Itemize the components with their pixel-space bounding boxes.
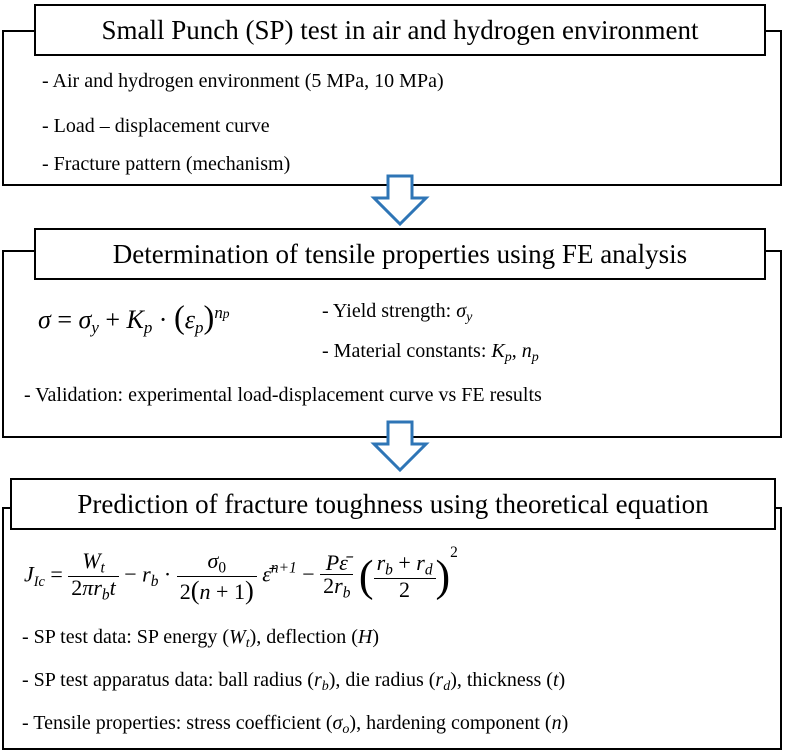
sp-test-data-text: - SP test data: SP energy (	[22, 626, 230, 648]
sp-test-title: Small Punch (SP) test in air and hydrogen environment	[34, 4, 766, 56]
yield-strength-item: - Yield strength: $\sigma_y$	[322, 300, 473, 326]
thickness-symbol: t	[552, 669, 559, 691]
hardening-law-equation: $\sigma = \sigma_y + K_p \cdot (\varepsilon_p)^{np}$	[38, 300, 230, 338]
sp-apparatus-mid: ), die radius (	[328, 669, 436, 691]
deflection-symbol: H	[357, 626, 373, 648]
hardening-symbol: n	[551, 712, 562, 734]
stress-coefficient-symbol: σ	[332, 712, 343, 734]
fracture-toughness-equation: $J_{Ic}$ = $\frac{W_t}{2\pi r_bt}$ − $r_b$ · $\frac{\sigma_0}{2(n + 1)}$ ε̄$^{n+1}$ − $\frac{P\varepsilon̄}{2r_b}$ ( $\frac{r_b + r_d}{2}$ )$^2$	[24, 544, 458, 605]
down-arrow-icon	[370, 420, 430, 474]
sp-apparatus-text: - SP test apparatus data: ball radius (	[22, 669, 314, 691]
sp-test-data-item	[22, 626, 379, 652]
die-radius-subscript: d	[443, 679, 451, 695]
stress-coefficient-subscript: o	[342, 722, 350, 738]
fe-analysis-title: Determination of tensile properties using FE analysis	[34, 228, 766, 280]
ball-radius-symbol: r	[313, 669, 322, 691]
sp-item-environment: - Air and hydrogen environment (5 MPa, 10 MPa)	[42, 70, 444, 92]
sp-energy-symbol: W	[229, 626, 246, 648]
yield-strength-label: - Yield strength:	[322, 300, 457, 322]
validation-item: - Validation: experimental load-displacement curve vs FE results	[24, 384, 542, 406]
tensile-properties-end: )	[561, 712, 569, 734]
sp-item-fracture: - Fracture pattern (mechanism)	[42, 153, 291, 175]
ball-radius-subscript: b	[321, 679, 329, 695]
sp-apparatus-item	[22, 669, 565, 695]
sp-apparatus-mid2: ), thickness (	[450, 669, 553, 691]
material-constants-item: - Material constants: $K_p$, $n_p$	[322, 340, 539, 366]
tensile-properties-text: - Tensile properties: stress coefficient (	[22, 712, 333, 734]
material-constants-label: - Material constants:	[322, 340, 492, 362]
tensile-properties-mid: ), hardening component (	[349, 712, 552, 734]
sp-test-data-mid: ), deflection (	[249, 626, 358, 648]
sp-test-data-end: )	[372, 626, 379, 648]
sp-energy-subscript: t	[245, 636, 250, 652]
sp-apparatus-end: )	[558, 669, 566, 691]
tensile-properties-item	[22, 712, 568, 738]
down-arrow-icon	[370, 174, 430, 228]
sp-item-curve: - Load – displacement curve	[42, 115, 270, 137]
die-radius-symbol: r	[435, 669, 444, 691]
fracture-toughness-title: Prediction of fracture toughness using theoretical equation	[10, 478, 776, 530]
